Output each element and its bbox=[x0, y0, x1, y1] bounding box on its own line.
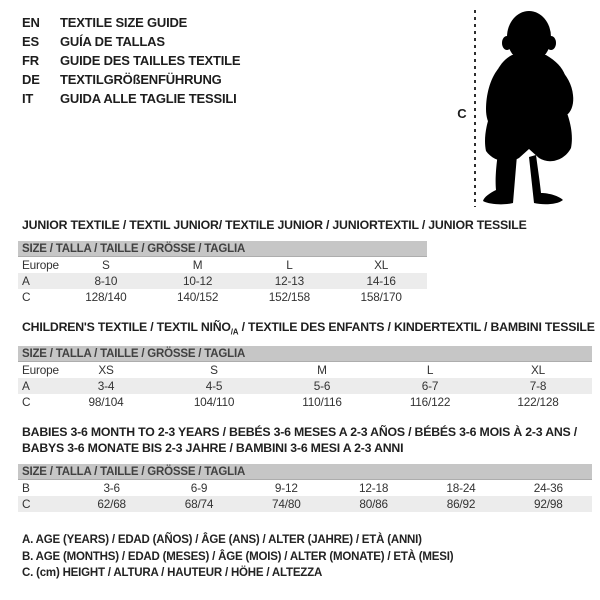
table-cell: 92/98 bbox=[534, 497, 563, 511]
table-cell: 3-4 bbox=[97, 379, 115, 393]
table-cell: 4-5 bbox=[205, 379, 223, 393]
table-cell: S bbox=[102, 258, 110, 272]
table-row bbox=[18, 289, 427, 305]
table-cell: S bbox=[210, 363, 218, 377]
table-cell: 68/74 bbox=[184, 497, 214, 511]
language-list bbox=[22, 13, 240, 108]
language-code: FR bbox=[22, 53, 39, 68]
table-cell: M bbox=[317, 363, 327, 377]
height-measure-label: C bbox=[457, 106, 467, 121]
row-label: B bbox=[22, 481, 30, 495]
row-label: Europe bbox=[22, 363, 59, 377]
table-cell: XS bbox=[98, 363, 114, 377]
footnote-c: C. (cm) HEIGHT / ALTURA / HAUTEUR / HÖHE / ALTEZZA bbox=[22, 567, 323, 579]
table-row bbox=[18, 362, 592, 378]
section-title-line-2: BABYS 3-6 MONATE BIS 2-3 JAHRE / BAMBINI 3-6 MESI A 2-3 ANNI bbox=[22, 441, 404, 455]
section-title-text: / TEXTILE DES ENFANTS / KINDERTEXTIL / BAMBINI TESSILE bbox=[238, 320, 595, 334]
section-title-subscript: /A bbox=[230, 327, 239, 337]
row-label: C bbox=[22, 290, 31, 304]
table-rows bbox=[18, 480, 592, 512]
table-cell: 158/170 bbox=[360, 290, 402, 304]
language-row bbox=[22, 32, 240, 51]
table-cell: 24-36 bbox=[533, 481, 563, 495]
language-row bbox=[22, 70, 240, 89]
section-title-line-1: BABIES 3-6 MONTH TO 2-3 YEARS / BEBÉS 3-6 MESES A 2-3 AÑOS / BÉBÉS 3-6 MOIS À 2-3 ANS / bbox=[22, 425, 577, 439]
section-title-children bbox=[22, 320, 595, 336]
language-title: GUÍA DE TALLAS bbox=[60, 34, 165, 49]
table-cell: 14-16 bbox=[366, 274, 396, 288]
table-cell: 128/140 bbox=[85, 290, 127, 304]
size-header-bar: SIZE / TALLA / TAILLE / GRÖSSE / TAGLIA bbox=[18, 464, 592, 480]
row-label: A bbox=[22, 274, 30, 288]
table-cell: XL bbox=[374, 258, 389, 272]
size-header-bar: SIZE / TALLA / TAILLE / GRÖSSE / TAGLIA bbox=[18, 241, 427, 257]
table-cell: 80/86 bbox=[359, 497, 388, 511]
language-title: GUIDA ALLE TAGLIE TESSILI bbox=[60, 91, 237, 106]
toddler-silhouette-icon bbox=[482, 7, 577, 205]
table-cell: 86/92 bbox=[446, 497, 476, 511]
table-cell: L bbox=[286, 258, 293, 272]
section-title-babies bbox=[22, 424, 577, 456]
language-row bbox=[22, 51, 240, 70]
table-cell: XL bbox=[530, 363, 546, 377]
footnote-a: A. AGE (YEARS) / EDAD (AÑOS) / ÂGE (ANS) / ALTER (JAHRE) / ETÀ (ANNI) bbox=[22, 534, 422, 546]
table-row bbox=[18, 257, 427, 273]
children-size-table bbox=[18, 346, 592, 410]
language-code: DE bbox=[22, 72, 40, 87]
section-title-text: CHILDREN'S TEXTILE / TEXTIL NIÑO bbox=[22, 320, 231, 334]
table-cell: 116/122 bbox=[409, 395, 451, 409]
table-row bbox=[18, 394, 592, 410]
table-cell: 12-13 bbox=[274, 274, 304, 288]
language-code: ES bbox=[22, 34, 39, 49]
table-cell: 6-7 bbox=[421, 379, 439, 393]
language-title: GUIDE DES TAILLES TEXTILE bbox=[60, 53, 241, 68]
table-cell: 104/110 bbox=[193, 395, 235, 409]
table-cell: 152/158 bbox=[268, 290, 310, 304]
table-row bbox=[18, 378, 592, 394]
table-cell: 5-6 bbox=[313, 379, 331, 393]
row-label: C bbox=[22, 395, 31, 409]
table-rows bbox=[18, 362, 592, 410]
table-row bbox=[18, 480, 592, 496]
table-cell: 62/68 bbox=[97, 497, 126, 511]
size-header-bar: SIZE / TALLA / TAILLE / GRÖSSE / TAGLIA bbox=[18, 346, 592, 362]
table-cell: 122/128 bbox=[517, 395, 559, 409]
table-cell: M bbox=[192, 258, 203, 272]
table-cell: 7-8 bbox=[529, 379, 547, 393]
row-label: Europe bbox=[22, 258, 59, 272]
table-cell: 3-6 bbox=[103, 481, 120, 495]
table-cell: 6-9 bbox=[190, 481, 208, 495]
section-title-junior: JUNIOR TEXTILE / TEXTIL JUNIOR/ TEXTILE JUNIOR / JUNIORTEXTIL / JUNIOR TESSILE bbox=[22, 218, 527, 232]
table-row bbox=[18, 273, 427, 289]
table-cell: 140/152 bbox=[177, 290, 219, 304]
table-cell: 12-18 bbox=[359, 481, 389, 495]
table-cell: 110/116 bbox=[302, 395, 342, 409]
language-row bbox=[22, 89, 240, 108]
language-title: TEXTILGRÖßENFÜHRUNG bbox=[60, 72, 222, 87]
table-cell: 98/104 bbox=[88, 395, 124, 409]
table-rows bbox=[18, 257, 427, 305]
table-row bbox=[18, 496, 592, 512]
height-measure-dotted-line bbox=[474, 10, 476, 207]
table-cell: 74/80 bbox=[272, 497, 301, 511]
language-row bbox=[22, 13, 240, 32]
row-label: A bbox=[22, 379, 30, 393]
language-title: TEXTILE SIZE GUIDE bbox=[60, 15, 188, 30]
table-cell: 18-24 bbox=[446, 481, 476, 495]
footnote-b: B. AGE (MONTHS) / EDAD (MESES) / ÂGE (MOIS) / ALTER (MONATE) / ETÀ (MESI) bbox=[22, 550, 454, 563]
language-code: IT bbox=[22, 91, 34, 106]
row-label: C bbox=[22, 497, 31, 511]
language-code: EN bbox=[22, 15, 40, 30]
babies-size-table bbox=[18, 464, 592, 512]
junior-size-table bbox=[18, 241, 427, 305]
table-cell: 10-12 bbox=[183, 274, 213, 288]
footnote-list bbox=[22, 532, 453, 582]
table-cell: 9-12 bbox=[274, 481, 298, 495]
table-cell: L bbox=[426, 363, 434, 377]
table-cell: 8-10 bbox=[94, 274, 118, 288]
